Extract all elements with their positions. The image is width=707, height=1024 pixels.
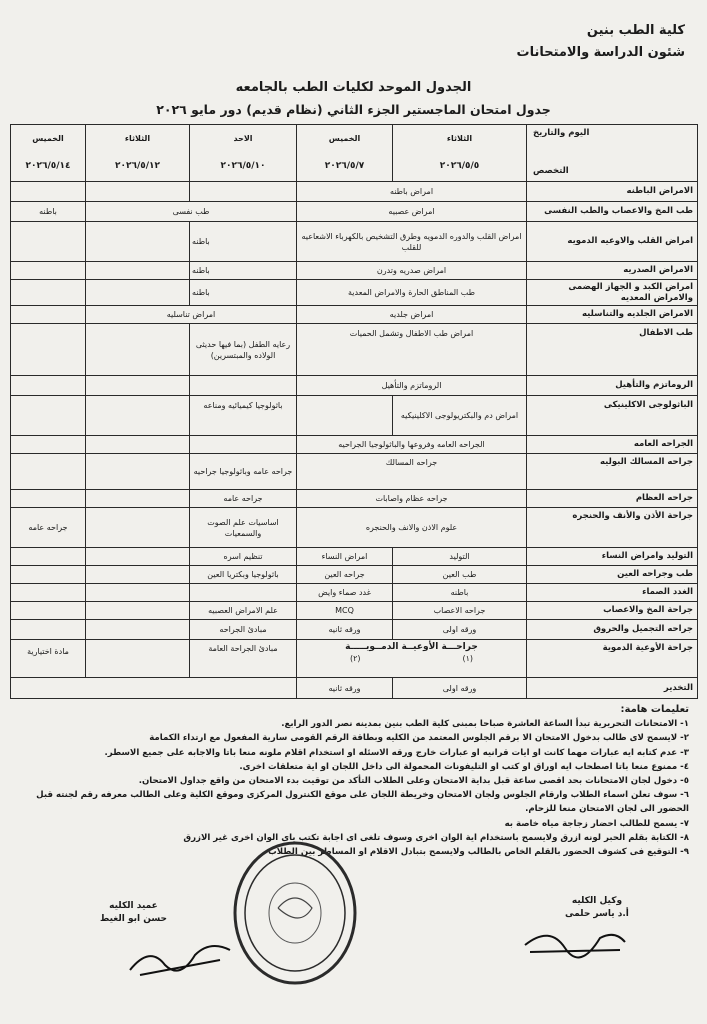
dean-title: عميد الكليه <box>109 901 158 911</box>
specialty-label: امراض الكبد و الجهاز الهضمى والامراض المعديه <box>526 280 698 306</box>
table-row <box>10 678 698 699</box>
paper-2: (٢) <box>349 654 361 663</box>
instruction-item: ٥- دخول لجان الامتحانات بحد اقصى ساعة قبل بداية الامتحان وعلى الطلاب التأكد من توقيت بدء الامتحان من واقع جداول الامتحان. <box>138 776 689 787</box>
paper-1: (١) <box>462 654 474 663</box>
dean-block <box>100 900 167 926</box>
dean-signature <box>125 935 235 980</box>
exam-text: جراحـــة الأوعيــة الدمــويـــــة <box>345 642 478 652</box>
exam-cell: اساسيات علم الصوت والسمعيات <box>189 508 296 548</box>
instruction-item: ٣- عدم كتابه ايه عبارات مهما كانت او ايات قرانيه او عبارات خارج ورقه الاسئله او استخدام اقلام ملونه منعا باتا والاجابه على جميع الاسطر. <box>104 747 689 758</box>
exam-cell: مبادئ الجراحه <box>189 620 296 640</box>
table-row <box>10 454 698 490</box>
exam-cell: امراض عصبيه <box>296 202 526 222</box>
table-row <box>10 182 698 202</box>
specialty-label: التخدير <box>526 678 698 699</box>
exam-cell: جراحه المسالك <box>296 454 526 490</box>
exam-cell <box>85 436 189 454</box>
day-col-5 <box>10 124 85 182</box>
table-row <box>10 202 698 222</box>
exam-cell <box>10 396 85 436</box>
specialty-label: الامراض الجلديه والتناسليه <box>526 306 698 324</box>
exam-cell <box>10 262 85 280</box>
exam-cell <box>85 620 189 640</box>
page-title: الجدول الموحد لكليات الطب بالجامعه <box>235 80 472 95</box>
instruction-item: ٢- لايسمح لاى طالب بدخول الامتحان الا برقم الجلوس المعتمد من الكليه وبطاقة الرقم القومى سارية المفعول مع ارتداء الكمامة <box>149 733 689 744</box>
exam-cell <box>296 396 392 436</box>
exam-cell: طب المناطق الحارة والامراض المعدية <box>296 280 526 306</box>
exam-cell: باثولوجيا كيميائيه ومناعه <box>189 396 296 436</box>
vice-dean-block <box>565 895 629 921</box>
exam-cell <box>85 602 189 620</box>
exam-cell <box>85 262 189 280</box>
exam-cell <box>10 376 85 396</box>
exam-cell: التوليد <box>392 548 526 566</box>
table-row <box>10 324 698 376</box>
day-date: ٢٠٢٦/٥/١٤ <box>25 161 71 172</box>
day-date: ٢٠٢٦/٥/٥ <box>439 161 480 172</box>
day-date: ٢٠٢٦/٥/١٢ <box>114 161 161 172</box>
day-name: الخميس <box>328 133 361 143</box>
exam-cell: امراض طب الاطفال وتشمل الحميات <box>296 324 526 376</box>
table-row <box>10 620 698 640</box>
exam-cell: مبادئ الجراحة العامة <box>189 640 296 678</box>
specialty-label: التوليد وامراض النساء <box>526 548 698 566</box>
table-row <box>10 222 698 262</box>
exam-cell: باطنه <box>189 262 296 280</box>
specialty-label: جراحه المسالك البوليه <box>526 454 698 490</box>
official-stamp <box>230 838 360 988</box>
exam-cell: امراض دم والبكتريولوجى الاكلينيكيه <box>392 396 526 436</box>
specialty-label: طب الاطفال <box>526 324 698 376</box>
exam-cell: الجراحه العامه وفروعها والباثولوجيا الجراحيه <box>296 436 526 454</box>
exam-cell: باطنه <box>392 584 526 602</box>
exam-cell <box>85 566 189 584</box>
exam-cell: باطنه <box>189 222 296 262</box>
exam-cell: علم الامراض العصبيه <box>189 602 296 620</box>
day-name: الاحد <box>233 133 253 143</box>
table-header-row <box>10 124 698 182</box>
day-col-2 <box>296 124 392 182</box>
vice-dean-name: أ.د ياسر حلمى <box>565 909 629 919</box>
exam-cell <box>85 584 189 602</box>
exam-cell: امراض القلب والدوره الدمويه وطرق التشخيص بالكهرباء الاشعاعيه للقلب <box>296 222 526 262</box>
exam-cell <box>85 640 189 678</box>
exam-cell <box>85 376 189 396</box>
table-row <box>10 508 698 548</box>
vice-dean-title: وكيل الكليه <box>571 896 623 906</box>
table-row <box>10 262 698 280</box>
specialty-label: جراحة المخ والاعصاب <box>526 602 698 620</box>
day-name: الثلاثاء <box>446 133 473 143</box>
instruction-item: ٧- يسمح للطالب احضار زجاجة مياه خاصة به <box>504 818 689 829</box>
corner-cell <box>526 124 698 182</box>
specialty-label: الباثولوجى الاكلينيكى <box>526 396 698 436</box>
day-col-1 <box>392 124 526 182</box>
exam-cell: طب العين <box>392 566 526 584</box>
exam-cell <box>85 396 189 436</box>
exam-cell: MCQ <box>296 602 392 620</box>
day-col-3 <box>189 124 296 182</box>
table-row <box>10 584 698 602</box>
specialty-label: الجراحه العامه <box>526 436 698 454</box>
exam-cell: جراحه عامه وباثولوجيا جراحيه <box>189 454 296 490</box>
table-row <box>10 280 698 306</box>
specialty-label: طب المخ والاعصاب والطب النفسى <box>526 202 698 222</box>
exam-cell: ورقه اولى <box>392 678 526 699</box>
exam-cell <box>10 566 85 584</box>
exam-cell <box>10 306 85 324</box>
table-row <box>10 566 698 584</box>
dean-name: حسن ابو الغيط <box>100 914 167 924</box>
exam-cell <box>10 324 85 376</box>
exam-cell: غدد صماء وايض <box>296 584 392 602</box>
exam-cell <box>85 182 189 202</box>
exam-cell: رعايه الطفل (بما فيها حديثى الولاده والمبتسرين) <box>189 324 296 376</box>
corner-top: اليوم والتاريخ <box>533 128 590 138</box>
exam-cell: ورقه ثانيه <box>296 620 392 640</box>
specialty-label: جراحه التجميل والحروق <box>526 620 698 640</box>
exam-cell <box>10 584 85 602</box>
table-row <box>10 436 698 454</box>
exam-cell <box>85 454 189 490</box>
instruction-item: ٨- الكتابة بقلم الحبر لونه ازرق ولايسمح باستخدام اية الوان اخرى وسوف تلغى اى اجابة تكتب باى الوان اخرى غير الازرق <box>183 832 689 843</box>
instructions-title: تعليمات هامة: <box>620 704 689 715</box>
day-date: ٢٠٢٦/٥/١٠ <box>220 161 266 172</box>
table-row <box>10 376 698 396</box>
exam-cell: باطنه <box>189 280 296 306</box>
table-row <box>10 396 698 436</box>
specialty-label: جراحه العظام <box>526 490 698 508</box>
exam-cell <box>10 182 85 202</box>
specialty-label: الامراض الصدريه <box>526 262 698 280</box>
instruction-item: ٤- ممنوع منعا باتا اصطحاب ايه اوراق او كتب او التليفونات المحمولة الى داخل اللجان او اية متعلقات اخرى. <box>239 761 689 772</box>
table-row <box>10 306 698 324</box>
exam-cell: باطنه <box>10 202 85 222</box>
exam-cell: تنظيم اسره <box>189 548 296 566</box>
exam-cell: جراحه الاعصاب <box>392 602 526 620</box>
specialty-label: الروماتزم والتأهيل <box>526 376 698 396</box>
exam-schedule-table <box>10 124 698 699</box>
exam-cell: علوم الاذن والانف والحنجره <box>296 508 526 548</box>
exam-cell: امراض النساء <box>296 548 392 566</box>
exam-cell <box>85 508 189 548</box>
specialty-label: جراحة الأذن والأنف والحنجره <box>526 508 698 548</box>
instructions <box>9 703 689 859</box>
exam-cell: جراحه عامه <box>10 508 85 548</box>
instruction-item: ٩- التوقيع فى كشوف الحضور بالقلم الخاص بالطالب ولايسمح بتبادل الاقلام او المساطر بين الطلاب <box>268 847 689 858</box>
exam-cell: الروماتزم والتأهيل <box>296 376 526 396</box>
page-subtitle: جدول امتحان الماجستير الجزء الثاني (نظام قديم) دور مايو ٢٠٢٦ <box>156 102 551 117</box>
exam-cell <box>10 678 296 699</box>
corner-bottom: التخصص <box>533 166 569 176</box>
exam-cell: امراض تناسليه <box>85 306 296 324</box>
exam-cell <box>10 222 85 262</box>
exam-cell <box>189 182 296 202</box>
table-row <box>10 548 698 566</box>
exam-cell <box>189 584 296 602</box>
exam-cell <box>85 222 189 262</box>
day-name: الخميس <box>32 133 64 143</box>
exam-cell <box>10 602 85 620</box>
vice-dean-signature <box>520 920 630 960</box>
exam-cell: باثولوجيا وبكتريا العين <box>189 566 296 584</box>
paper-numbers <box>299 653 524 664</box>
exam-cell <box>85 324 189 376</box>
exam-cell: امراض جلديه <box>296 306 526 324</box>
day-date: ٢٠٢٦/٥/٧ <box>324 161 365 172</box>
exam-cell: ورقه اولى <box>392 620 526 640</box>
specialty-label: طب وجراحه العين <box>526 566 698 584</box>
exam-cell <box>85 490 189 508</box>
table-row <box>10 490 698 508</box>
exam-cell: امراض صدريه وتدرن <box>296 262 526 280</box>
exam-cell: امراض باطنه <box>296 182 526 202</box>
instruction-item: ١- الامتحانات التحريرية تبدأ الساعة العاشرة صباحا بمبنى كلية الطب بنين بمدينه نصر الدور الرابع. <box>281 719 689 730</box>
table-row <box>10 602 698 620</box>
exam-cell <box>10 454 85 490</box>
exam-cell <box>296 640 526 678</box>
day-col-4 <box>85 124 189 182</box>
exam-cell: مادة اختيارية <box>10 640 85 678</box>
exam-cell <box>10 436 85 454</box>
exam-cell: جراحه عامه <box>189 490 296 508</box>
specialty-label: الغدد الصماء <box>526 584 698 602</box>
exam-cell <box>189 436 296 454</box>
exam-cell: طب نفسى <box>85 202 296 222</box>
day-name: الثلاثاء <box>124 133 151 143</box>
specialty-label: جراحة الأوعية الدموية <box>526 640 698 678</box>
exam-cell <box>10 490 85 508</box>
exam-cell: جراحه عظام واصابات <box>296 490 526 508</box>
exam-cell <box>85 280 189 306</box>
department-name: شئون الدراسة والامتحانات <box>516 45 685 60</box>
faculty-name: كلية الطب بنين <box>586 23 685 38</box>
exam-cell <box>10 280 85 306</box>
exam-cell: جراحه العين <box>296 566 392 584</box>
exam-cell <box>85 548 189 566</box>
faculty-header <box>517 20 686 64</box>
exam-cell <box>10 548 85 566</box>
exam-cell <box>189 376 296 396</box>
specialty-label: امراض القلب والاوعيه الدمويه <box>526 222 698 262</box>
exam-cell: ورقه ثانيه <box>296 678 392 699</box>
exam-cell <box>10 620 85 640</box>
instruction-item: ٦- سوف تعلن اسماء الطلاب وارقام الجلوس ولجان الامتحان وخريطة اللجان على موقع الكنترول المركزى وموقع الكلية وعلى الطالب معرفه رقم لجنته قبل الحضور الى لجان الامتحان منعا للزحام. <box>36 790 689 815</box>
table-row <box>10 640 698 678</box>
specialty-label: الامراض الباطنه <box>526 182 698 202</box>
